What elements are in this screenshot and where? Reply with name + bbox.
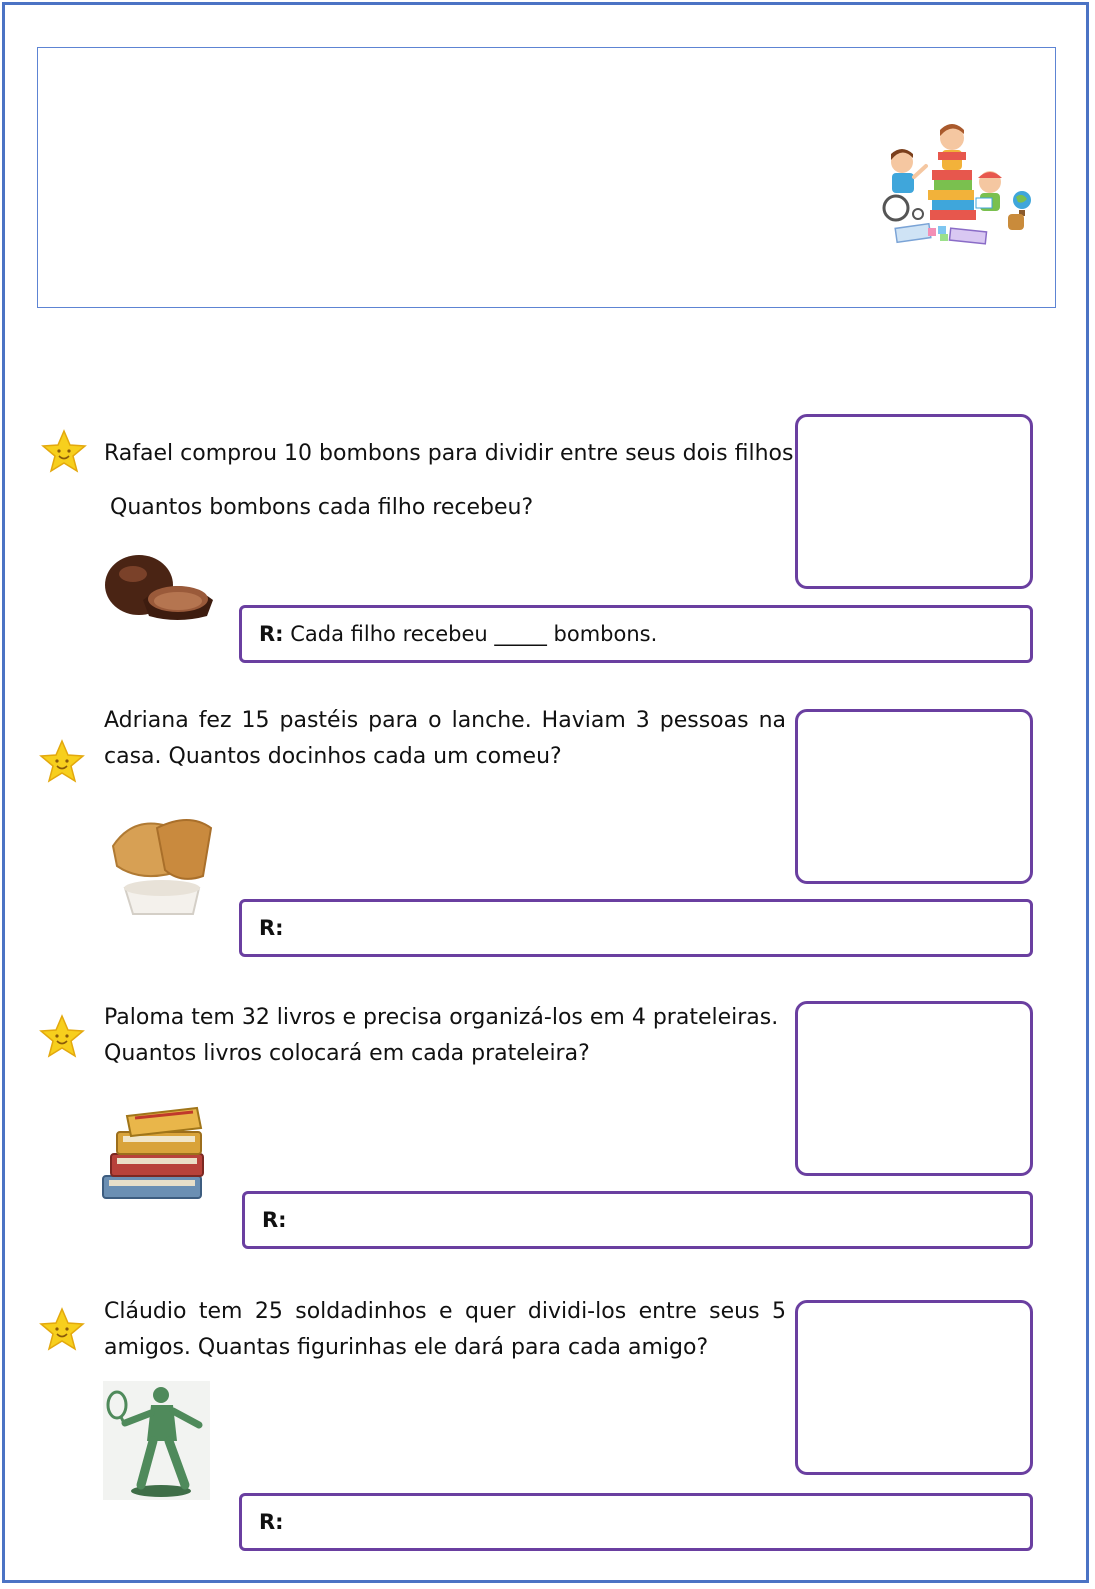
answer-3-prefix: R: <box>262 1208 287 1232</box>
answer-2-prefix: R: <box>259 916 284 940</box>
question-4-text: Cláudio tem 25 soldadinhos e quer dividi-los entre seus 5 amigos. Quantas figurinhas ele dará para cada amigo? <box>104 1299 786 1360</box>
toy-soldier-icon <box>103 1381 210 1500</box>
answer-4-prefix: R: <box>259 1510 284 1534</box>
star-icon <box>38 1013 86 1061</box>
answer-1-prefix: R: <box>259 622 284 646</box>
question-1-answer-box[interactable] <box>239 605 1033 663</box>
books-stack-icon <box>97 1106 212 1204</box>
kids-reading-illustration <box>880 122 1036 250</box>
question-3-text: Paloma tem 32 livros e precisa organizá-los em 4 prateleiras. Quantos livros colocará em cada prateleira? <box>104 1005 779 1066</box>
question-4-answer-box[interactable] <box>239 1493 1033 1551</box>
star-icon <box>38 1306 86 1354</box>
question-1-line-2: Quantos bombons cada filho recebeu? <box>110 495 534 520</box>
question-2-calculation-box[interactable] <box>795 709 1033 884</box>
question-2-answer-box[interactable] <box>239 899 1033 957</box>
question-1-text <box>104 436 804 526</box>
star-icon <box>40 428 88 476</box>
question-1-line-1: Rafael comprou 10 bombons para dividir entre seus dois filhos. <box>104 441 801 466</box>
star-icon <box>38 738 86 786</box>
question-4-calculation-box[interactable] <box>795 1300 1033 1475</box>
question-2-text: Adriana fez 15 pastéis para o lanche. Haviam 3 pessoas na casa. Quantos docinhos cada um comeu? <box>104 708 786 769</box>
question-3-answer-box[interactable] <box>242 1191 1033 1249</box>
pastel-icon <box>103 806 222 917</box>
question-1-calculation-box[interactable] <box>795 414 1033 589</box>
answer-1-text: Cada filho recebeu _____ bombons. <box>290 622 658 646</box>
chocolate-bonbon-icon <box>103 552 216 624</box>
question-3-calculation-box[interactable] <box>795 1001 1033 1176</box>
